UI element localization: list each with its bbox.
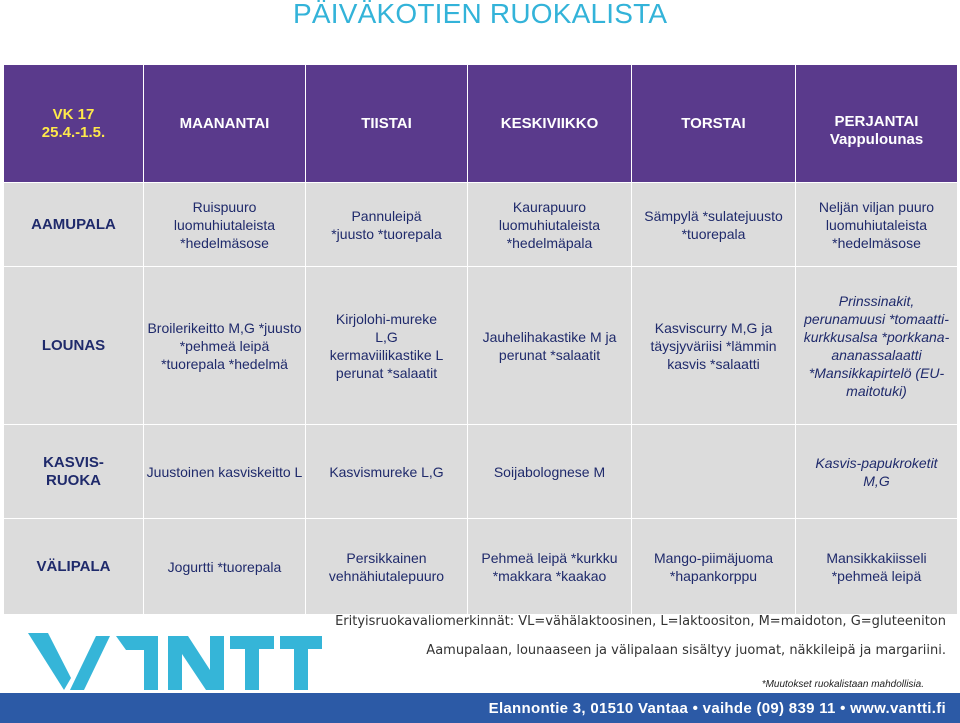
day-header-wednesday: KESKIVIIKKO (468, 65, 632, 183)
menu-cell: Kasvismureke L,G (306, 425, 468, 519)
menu-cell: Pehmeä leipä *kurkku *makkara *kaakao (468, 519, 632, 615)
row-label: KASVIS- RUOKA (4, 425, 144, 519)
row-label: AAMUPALA (4, 183, 144, 267)
menu-cell (632, 425, 796, 519)
page-title: PÄIVÄKOTIEN RUOKALISTA (293, 0, 668, 29)
menu-cell: Kasviscurry M,G ja täysjyväriisi *lämmin kasvis *salaatti (632, 267, 796, 425)
menu-cell: Mansikkakiisseli *pehmeä leipä (796, 519, 958, 615)
menu-cell: Kirjolohi-mureke L,G kermaviilikastike L perunat *salaatit (306, 267, 468, 425)
friday-subtitle: Vappulounas (829, 130, 924, 148)
row-label: LOUNAS (4, 267, 144, 425)
menu-cell: Mango-piimäjuoma *hapankorppu (632, 519, 796, 615)
menu-cell: Sämpylä *sulatejuusto *tuorepala (632, 183, 796, 267)
menu-cell: Pannuleipä *juusto *tuorepala (306, 183, 468, 267)
menu-cell: Jogurtti *tuorepala (144, 519, 306, 615)
row-label: VÄLIPALA (4, 519, 144, 615)
day-header-friday: PERJANTAI Vappulounas (796, 65, 958, 183)
week-dates: 25.4.-1.5. (41, 123, 106, 141)
menu-row-lunch (4, 267, 958, 425)
menu-table (3, 64, 958, 615)
menu-cell: Juustoinen kasviskeitto L (144, 425, 306, 519)
contact-address: Elannontie 3, 01510 Vantaa • vaihde (09) 839 11 • www.vantti.fi (488, 700, 946, 717)
menu-cell: Prinssinakit, perunamuusi *tomaatti-kurkkusalsa *porkkana-ananassalaatti *Mansikkapirtelö (EU-maitotuki) (796, 267, 958, 425)
menu-row-snack (4, 519, 958, 615)
menu-cell: Broilerikeitto M,G *juusto *pehmeä leipä *tuorepala *hedelmä (144, 267, 306, 425)
changes-note: *Muutokset ruokalistaan mahdollisia. (761, 679, 924, 690)
day-header-thursday: TORSTAI (632, 65, 796, 183)
vantti-logo (26, 608, 326, 693)
week-cell (4, 65, 144, 183)
menu-cell: Jauhelihakastike M ja perunat *salaatit (468, 267, 632, 425)
menu-row-vegetarian (4, 425, 958, 519)
menu-cell: Soijabolognese M (468, 425, 632, 519)
menu-cell: Persikkainen vehnähiutalepuuro (306, 519, 468, 615)
menu-cell: Kasvis-papukroketit M,G (796, 425, 958, 519)
menu-header-row (4, 65, 958, 183)
menu-cell: Ruispuuro luomuhiutaleista *hedelmäsose (144, 183, 306, 267)
day-header-tuesday: TIISTAI (306, 65, 468, 183)
menu-row-breakfast (4, 183, 958, 267)
menu-cell: Kaurapuuro luomuhiutaleista *hedelmäpala (468, 183, 632, 267)
diet-legend: Erityisruokavaliomerkinnät: VL=vähälaktoosinen, L=laktoositon, M=maidoton, G=gluteeniton (335, 614, 946, 629)
week-number: VK 17 (52, 105, 95, 123)
day-header-monday: MAANANTAI (144, 65, 306, 183)
menu-cell: Neljän viljan puuro luomuhiutaleista *hedelmäsose (796, 183, 958, 267)
included-info: Aamupalaan, lounaaseen ja välipalaan sisältyy juomat, näkkileipä ja margariini. (426, 643, 946, 658)
